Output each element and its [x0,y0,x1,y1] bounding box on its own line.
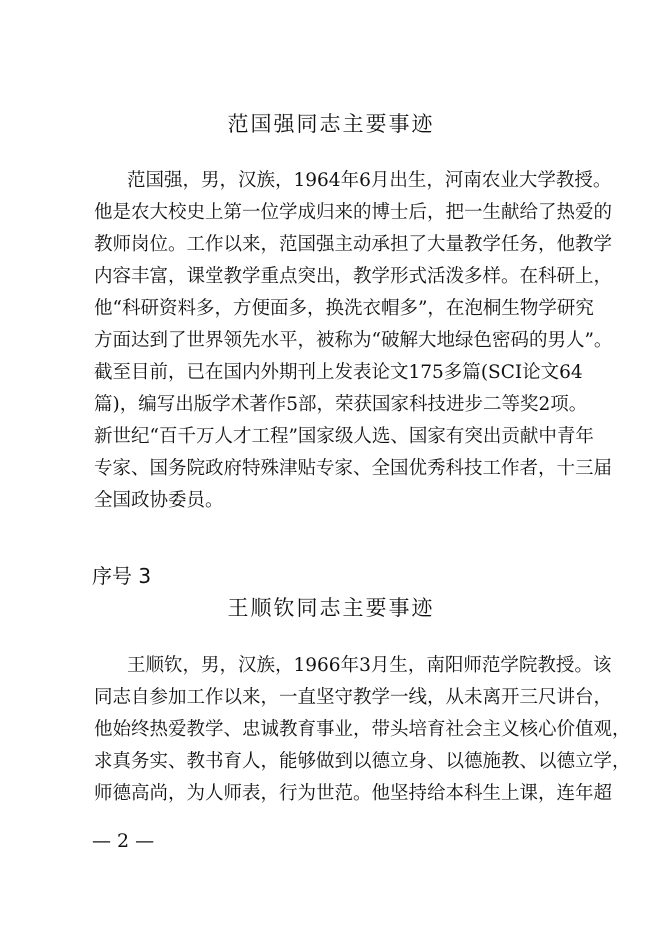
paragraph-line: 他“科研资料多，方便面多，换洗衣帽多”，在泡桐生物学研究 [94,298,594,319]
paragraph-line: 专家、国务院政府特殊津贴专家、全国优秀科技工作者，十三届 [94,458,613,479]
page-number: — 2 — [92,830,155,852]
paragraph-line: 王顺钦，男，汉族，1966年3月生，南阳师范学院教授。该 [127,655,612,676]
sequence-label: 序号 3 [92,564,152,588]
paragraph-line: 教师岗位。工作以来，范国强主动承担了大量教学任务，他教学 [94,234,613,255]
paragraph-line: 内容丰富，课堂教学重点突出，教学形式活泼多样。在科研上， [94,266,613,287]
paragraph-fan-guoqiang [94,165,613,517]
paragraph-line: 篇)，编写出版学术著作5部，荣获国家科技进步二等奖2项。 [94,394,588,415]
paragraph-wang-shunqin [94,650,631,810]
paragraph-line: 范国强，男，汉族，1964年6月出生，河南农业大学教授。 [127,170,612,191]
paragraph-line: 他是农大校史上第一位学成归来的博士后，把一生献给了热爱的 [94,202,613,223]
paragraph-line: 同志自参加工作以来，一直坚守教学一线，从未离开三尺讲台， [94,687,613,708]
paragraph-line: 求真务实、教书育人，能够做到以德立身、以德施教、以德立学， [94,751,631,772]
paragraph-line: 他始终热爱教学、忠诚教育事业，带头培育社会主义核心价值观， [94,719,631,740]
paragraph-line: 师德高尚，为人师表，行为世范。他坚持给本科生上课，连年超 [94,783,613,804]
paragraph-line: 方面达到了世界领先水平，被称为“破解大地绿色密码的男人”。 [94,330,613,351]
paragraph-line: 截至目前，已在国内外期刊上发表论文175多篇(SCI论文64 [94,362,583,383]
section-title-wang-shunqin: 王顺钦同志主要事迹 [227,596,435,620]
paragraph-line: 全国政协委员。 [94,490,224,511]
paragraph-line: 新世纪“百千万人才工程”国家级人选、国家有突出贡献中青年 [94,426,594,447]
section-title-fan-guoqiang: 范国强同志主要事迹 [227,112,435,136]
